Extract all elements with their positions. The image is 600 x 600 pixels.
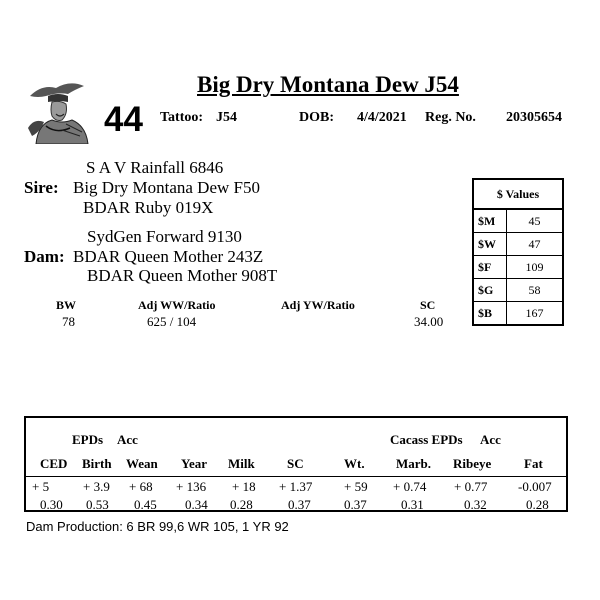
reg-no-value: 20305654 (506, 110, 562, 125)
epds-group-label: EPDs (72, 432, 104, 447)
dam-name: BDAR Queen Mother 243Z (73, 247, 264, 266)
dob-label: DOB: (299, 110, 334, 125)
epd-acc-birth: 0.53 (86, 497, 109, 512)
sire-label: Sire: (24, 178, 59, 197)
epd-value-birth: + 3.9 (83, 479, 110, 494)
epd-acc-ribeye: 0.32 (464, 497, 487, 512)
index-value: 45 (507, 209, 564, 233)
epd-col-fat: Fat (524, 456, 543, 471)
table-row (473, 209, 563, 233)
epd-table (24, 416, 568, 512)
epd-col-marb: Marb. (396, 456, 432, 471)
sire-name: Big Dry Montana Dew F50 (73, 178, 260, 197)
table-row (473, 279, 563, 302)
index-label: $F (473, 256, 507, 279)
index-label: $M (473, 209, 507, 233)
dob-value: 4/4/2021 (357, 110, 407, 125)
epd-acc-fat: 0.28 (526, 497, 549, 512)
tattoo-value: J54 (216, 110, 237, 125)
table-row (473, 302, 563, 326)
carcass-epds-group-label: Cacass EPDs (390, 432, 463, 447)
epd-value-year: + 136 (176, 479, 207, 494)
epd-value-fat: -0.007 (518, 479, 552, 494)
bw-label: BW (56, 298, 77, 312)
epd-col-wt: Wt. (344, 456, 365, 471)
epd-col-ced: CED (40, 456, 68, 471)
dam-production-text: Dam Production: 6 BR 99,6 WR 105, 1 YR 92 (26, 519, 289, 534)
epd-value-wean: + 68 (129, 479, 153, 494)
dam-sire: SydGen Forward 9130 (87, 227, 242, 246)
lot-number: 44 (104, 100, 143, 139)
sc-label: SC (420, 298, 436, 312)
table-row (473, 233, 563, 256)
epd-col-milk: Milk (228, 456, 255, 471)
index-label: $G (473, 279, 507, 302)
reg-no-label: Reg. No. (425, 110, 476, 125)
epd-col-sc: SC (287, 456, 304, 471)
index-value: 58 (507, 279, 564, 302)
epd-acc-milk: 0.28 (230, 497, 253, 512)
epd-col-birth: Birth (82, 456, 112, 471)
index-value: 109 (507, 256, 564, 279)
epd-acc-marb: 0.31 (401, 497, 424, 512)
epd-acc-wt: 0.37 (344, 497, 367, 512)
epd-value-milk: + 18 (232, 479, 256, 494)
tattoo-label: Tattoo: (160, 110, 204, 125)
sc-value: 34.00 (414, 314, 444, 329)
dam-dam: BDAR Queen Mother 908T (87, 266, 278, 285)
table-row (473, 256, 563, 279)
cowboy-logo-image (22, 74, 94, 144)
adj-yw-label: Adj YW/Ratio (281, 298, 355, 312)
index-value: 167 (507, 302, 564, 326)
epd-divider (26, 476, 566, 477)
bw-value: 78 (62, 314, 75, 329)
index-value: 47 (507, 233, 564, 256)
epds-acc-label: Acc (117, 432, 138, 447)
epd-value-ced: + 5 (32, 479, 50, 494)
sire-dam: BDAR Ruby 019X (83, 198, 214, 217)
sire-sire: S A V Rainfall 6846 (86, 158, 224, 177)
dollar-values-table (472, 178, 564, 326)
animal-name-title: Big Dry Montana Dew J54 (197, 72, 459, 97)
carcass-acc-label: Acc (480, 432, 501, 447)
epd-value-sc: + 1.37 (279, 479, 313, 494)
epd-acc-year: 0.34 (185, 497, 208, 512)
epd-value-ribeye: + 0.77 (454, 479, 488, 494)
epd-col-wean: Wean (126, 456, 158, 471)
epd-value-wt: + 59 (344, 479, 368, 494)
adj-ww-label: Adj WW/Ratio (138, 298, 216, 312)
index-label: $B (473, 302, 507, 326)
epd-acc-wean: 0.45 (134, 497, 157, 512)
dam-label: Dam: (24, 247, 65, 266)
epd-acc-sc: 0.37 (288, 497, 311, 512)
epd-col-year: Year (181, 456, 207, 471)
dollar-values-header: $ Values (473, 179, 563, 209)
index-label: $W (473, 233, 507, 256)
epd-value-marb: + 0.74 (393, 479, 427, 494)
epd-acc-ced: 0.30 (40, 497, 63, 512)
adj-ww-value: 625 / 104 (147, 314, 197, 329)
epd-col-ribeye: Ribeye (453, 456, 492, 471)
